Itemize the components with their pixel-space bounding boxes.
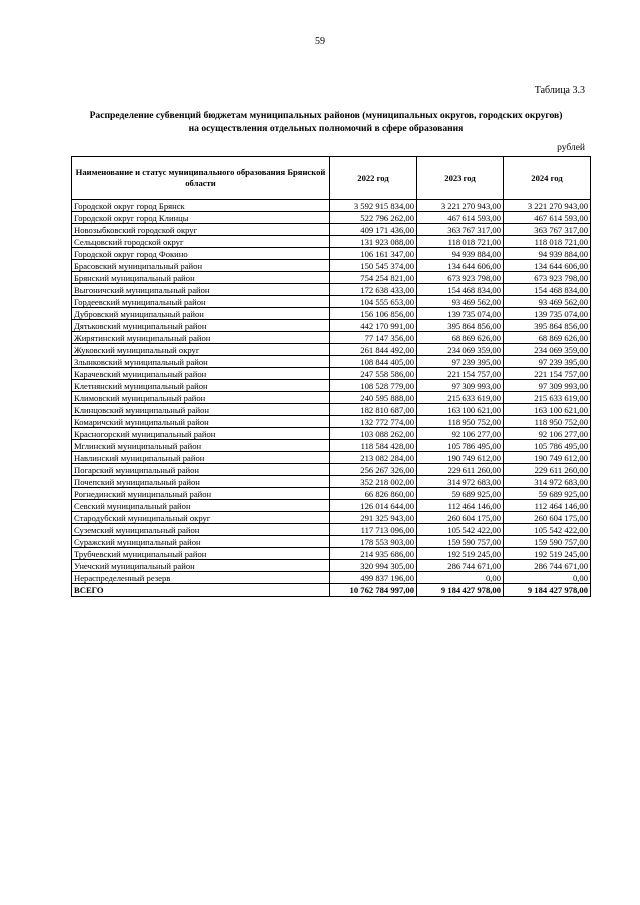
row-name: Новозыбковский городской округ <box>72 224 330 236</box>
table-row <box>72 212 591 224</box>
cell-2023: 134 644 606,00 <box>417 260 504 272</box>
table-row <box>72 248 591 260</box>
table-row <box>72 332 591 344</box>
cell-2023: 118 950 752,00 <box>417 416 504 428</box>
row-name: Комаричский муниципальный район <box>72 416 330 428</box>
cell-2022: 117 713 096,00 <box>330 524 417 536</box>
row-name: Городской округ город Клинцы <box>72 212 330 224</box>
cell-2023: 363 767 317,00 <box>417 224 504 236</box>
header-name: Наименование и статус муниципального образования Брянской области <box>72 157 330 200</box>
cell-2022: 66 826 860,00 <box>330 488 417 500</box>
cell-2022: 108 528 779,00 <box>330 380 417 392</box>
cell-2024: 159 590 757,00 <box>504 536 591 548</box>
cell-2024: 215 633 619,00 <box>504 392 591 404</box>
table-row <box>72 320 591 332</box>
page-number: 59 <box>315 36 325 47</box>
header-2023: 2023 год <box>417 157 504 200</box>
cell-2022: 104 555 653,00 <box>330 296 417 308</box>
row-name: Жирятинский муниципальный район <box>72 332 330 344</box>
row-name: Дубровский муниципальный район <box>72 308 330 320</box>
cell-2023: 192 519 245,00 <box>417 548 504 560</box>
cell-2023: 139 735 074,00 <box>417 308 504 320</box>
row-name: Злынковский муниципальный район <box>72 356 330 368</box>
row-name: Погарский муниципальный район <box>72 464 330 476</box>
cell-2022: 77 147 356,00 <box>330 332 417 344</box>
cell-2023: 68 869 626,00 <box>417 332 504 344</box>
cell-2024: 59 689 925,00 <box>504 488 591 500</box>
cell-2024: 395 864 856,00 <box>504 320 591 332</box>
cell-2024: 93 469 562,00 <box>504 296 591 308</box>
cell-2023: 234 069 359,00 <box>417 344 504 356</box>
table-row <box>72 512 591 524</box>
document-title <box>62 109 590 135</box>
table-row <box>72 428 591 440</box>
cell-2022: 156 106 856,00 <box>330 308 417 320</box>
cell-2024: 190 749 612,00 <box>504 452 591 464</box>
row-name: Жуковский муниципальный округ <box>72 344 330 356</box>
table-row <box>72 344 591 356</box>
cell-2022: 118 584 428,00 <box>330 440 417 452</box>
table-row <box>72 380 591 392</box>
row-name: Брянский муниципальный район <box>72 272 330 284</box>
cell-2023: 93 469 562,00 <box>417 296 504 308</box>
cell-2023: 314 972 683,00 <box>417 476 504 488</box>
table-row <box>72 452 591 464</box>
subvention-table <box>71 156 591 597</box>
cell-2024: 163 100 621,00 <box>504 404 591 416</box>
cell-2023: 467 614 593,00 <box>417 212 504 224</box>
cell-2023: 59 689 925,00 <box>417 488 504 500</box>
cell-2023: 118 018 721,00 <box>417 236 504 248</box>
cell-2024: 0,00 <box>504 572 591 584</box>
table-row <box>72 284 591 296</box>
row-name: Трубчевский муниципальный район <box>72 548 330 560</box>
cell-2023: 159 590 757,00 <box>417 536 504 548</box>
cell-2024: 229 611 260,00 <box>504 464 591 476</box>
title-line-2: на осуществления отдельных полномочий в сфере образования <box>188 123 464 134</box>
cell-2024: 363 767 317,00 <box>504 224 591 236</box>
table-row <box>72 308 591 320</box>
table-row <box>72 416 591 428</box>
total-2024: 9 184 427 978,00 <box>504 584 591 597</box>
cell-2024: 105 786 495,00 <box>504 440 591 452</box>
row-name: Рогнединский муниципальный район <box>72 488 330 500</box>
row-name: Брасовский муниципальный район <box>72 260 330 272</box>
row-name: Почепский муниципальный район <box>72 476 330 488</box>
cell-2023: 105 786 495,00 <box>417 440 504 452</box>
cell-2024: 221 154 757,00 <box>504 368 591 380</box>
cell-2022: 126 014 644,00 <box>330 500 417 512</box>
table-row <box>72 560 591 572</box>
row-name: Мглинский муниципальный район <box>72 440 330 452</box>
cell-2024: 260 604 175,00 <box>504 512 591 524</box>
row-name: Нераспределенный резерв <box>72 572 330 584</box>
row-name: Сельцовский городской округ <box>72 236 330 248</box>
total-label: ВСЕГО <box>72 584 330 597</box>
cell-2022: 132 772 774,00 <box>330 416 417 428</box>
row-name: Гордеевский муниципальный район <box>72 296 330 308</box>
cell-2022: 409 171 436,00 <box>330 224 417 236</box>
cell-2024: 154 468 834,00 <box>504 284 591 296</box>
total-2022: 10 762 784 997,00 <box>330 584 417 597</box>
cell-2022: 131 923 088,00 <box>330 236 417 248</box>
cell-2023: 260 604 175,00 <box>417 512 504 524</box>
table-row <box>72 500 591 512</box>
cell-2024: 314 972 683,00 <box>504 476 591 488</box>
cell-2024: 467 614 593,00 <box>504 212 591 224</box>
table-row <box>72 368 591 380</box>
cell-2023: 229 611 260,00 <box>417 464 504 476</box>
table-row <box>72 392 591 404</box>
cell-2022: 291 325 943,00 <box>330 512 417 524</box>
row-name: Суземский муниципальный район <box>72 524 330 536</box>
cell-2024: 234 069 359,00 <box>504 344 591 356</box>
cell-2023: 97 239 395,00 <box>417 356 504 368</box>
table-row <box>72 356 591 368</box>
cell-2022: 256 267 326,00 <box>330 464 417 476</box>
cell-2023: 221 154 757,00 <box>417 368 504 380</box>
cell-2024: 68 869 626,00 <box>504 332 591 344</box>
cell-2022: 352 218 002,00 <box>330 476 417 488</box>
cell-2022: 499 837 196,00 <box>330 572 417 584</box>
table-row <box>72 524 591 536</box>
table-row <box>72 536 591 548</box>
cell-2022: 522 796 262,00 <box>330 212 417 224</box>
cell-2023: 163 100 621,00 <box>417 404 504 416</box>
row-name: Красногорский муниципальный район <box>72 428 330 440</box>
table-row <box>72 272 591 284</box>
cell-2024: 673 923 798,00 <box>504 272 591 284</box>
row-name: Стародубский муниципальный округ <box>72 512 330 524</box>
cell-2024: 286 744 671,00 <box>504 560 591 572</box>
cell-2022: 320 994 305,00 <box>330 560 417 572</box>
row-name: Севский муниципальный район <box>72 500 330 512</box>
row-name: Городской округ город Фокино <box>72 248 330 260</box>
cell-2022: 182 810 687,00 <box>330 404 417 416</box>
cell-2024: 134 644 606,00 <box>504 260 591 272</box>
cell-2022: 247 558 586,00 <box>330 368 417 380</box>
row-name: Унечский муниципальный район <box>72 560 330 572</box>
units-label: рублей <box>557 143 585 153</box>
cell-2023: 3 221 270 943,00 <box>417 200 504 212</box>
cell-2024: 97 309 993,00 <box>504 380 591 392</box>
cell-2022: 442 170 991,00 <box>330 320 417 332</box>
row-name: Навлинский муниципальный район <box>72 452 330 464</box>
header-2024: 2024 год <box>504 157 591 200</box>
cell-2024: 105 542 422,00 <box>504 524 591 536</box>
table-row <box>72 488 591 500</box>
total-row <box>72 584 591 597</box>
cell-2023: 94 939 884,00 <box>417 248 504 260</box>
cell-2022: 261 844 492,00 <box>330 344 417 356</box>
cell-2022: 108 844 405,00 <box>330 356 417 368</box>
row-name: Климовский муниципальный район <box>72 392 330 404</box>
cell-2024: 3 221 270 943,00 <box>504 200 591 212</box>
cell-2023: 395 864 856,00 <box>417 320 504 332</box>
cell-2023: 0,00 <box>417 572 504 584</box>
row-name: Выгоничский муниципальный район <box>72 284 330 296</box>
cell-2022: 178 553 903,00 <box>330 536 417 548</box>
table-row <box>72 260 591 272</box>
table-row <box>72 296 591 308</box>
table-row <box>72 440 591 452</box>
table-row <box>72 404 591 416</box>
row-name: Клинцовский муниципальный район <box>72 404 330 416</box>
cell-2022: 3 592 915 834,00 <box>330 200 417 212</box>
cell-2022: 213 082 284,00 <box>330 452 417 464</box>
cell-2024: 97 239 395,00 <box>504 356 591 368</box>
cell-2023: 215 633 619,00 <box>417 392 504 404</box>
cell-2022: 103 088 262,00 <box>330 428 417 440</box>
table-row <box>72 464 591 476</box>
cell-2023: 286 744 671,00 <box>417 560 504 572</box>
row-name: Дятьковский муниципальный район <box>72 320 330 332</box>
total-2023: 9 184 427 978,00 <box>417 584 504 597</box>
cell-2024: 118 950 752,00 <box>504 416 591 428</box>
table-row <box>72 548 591 560</box>
table-header-row <box>72 157 591 200</box>
table-row <box>72 200 591 212</box>
row-name: Клетнянский муниципальный район <box>72 380 330 392</box>
row-name: Карачевский муниципальный район <box>72 368 330 380</box>
cell-2024: 92 106 277,00 <box>504 428 591 440</box>
table-row <box>72 572 591 584</box>
title-line-1: Распределение субвенций бюджетам муниципальных районов (муниципальных округов, городских округов) <box>89 110 563 121</box>
cell-2024: 192 519 245,00 <box>504 548 591 560</box>
cell-2024: 112 464 146,00 <box>504 500 591 512</box>
table-row <box>72 476 591 488</box>
header-2022: 2022 год <box>330 157 417 200</box>
cell-2024: 139 735 074,00 <box>504 308 591 320</box>
cell-2023: 190 749 612,00 <box>417 452 504 464</box>
cell-2022: 240 595 888,00 <box>330 392 417 404</box>
cell-2023: 673 923 798,00 <box>417 272 504 284</box>
cell-2023: 112 464 146,00 <box>417 500 504 512</box>
table-row <box>72 224 591 236</box>
cell-2024: 118 018 721,00 <box>504 236 591 248</box>
cell-2023: 92 106 277,00 <box>417 428 504 440</box>
cell-2023: 154 468 834,00 <box>417 284 504 296</box>
table-label: Таблица 3.3 <box>534 85 585 96</box>
cell-2022: 754 254 821,00 <box>330 272 417 284</box>
cell-2022: 172 638 433,00 <box>330 284 417 296</box>
row-name: Городской округ город Брянск <box>72 200 330 212</box>
cell-2023: 97 309 993,00 <box>417 380 504 392</box>
cell-2023: 105 542 422,00 <box>417 524 504 536</box>
cell-2024: 94 939 884,00 <box>504 248 591 260</box>
cell-2022: 214 935 686,00 <box>330 548 417 560</box>
cell-2022: 106 161 347,00 <box>330 248 417 260</box>
row-name: Суражский муниципальный район <box>72 536 330 548</box>
cell-2022: 150 545 374,00 <box>330 260 417 272</box>
table-row <box>72 236 591 248</box>
